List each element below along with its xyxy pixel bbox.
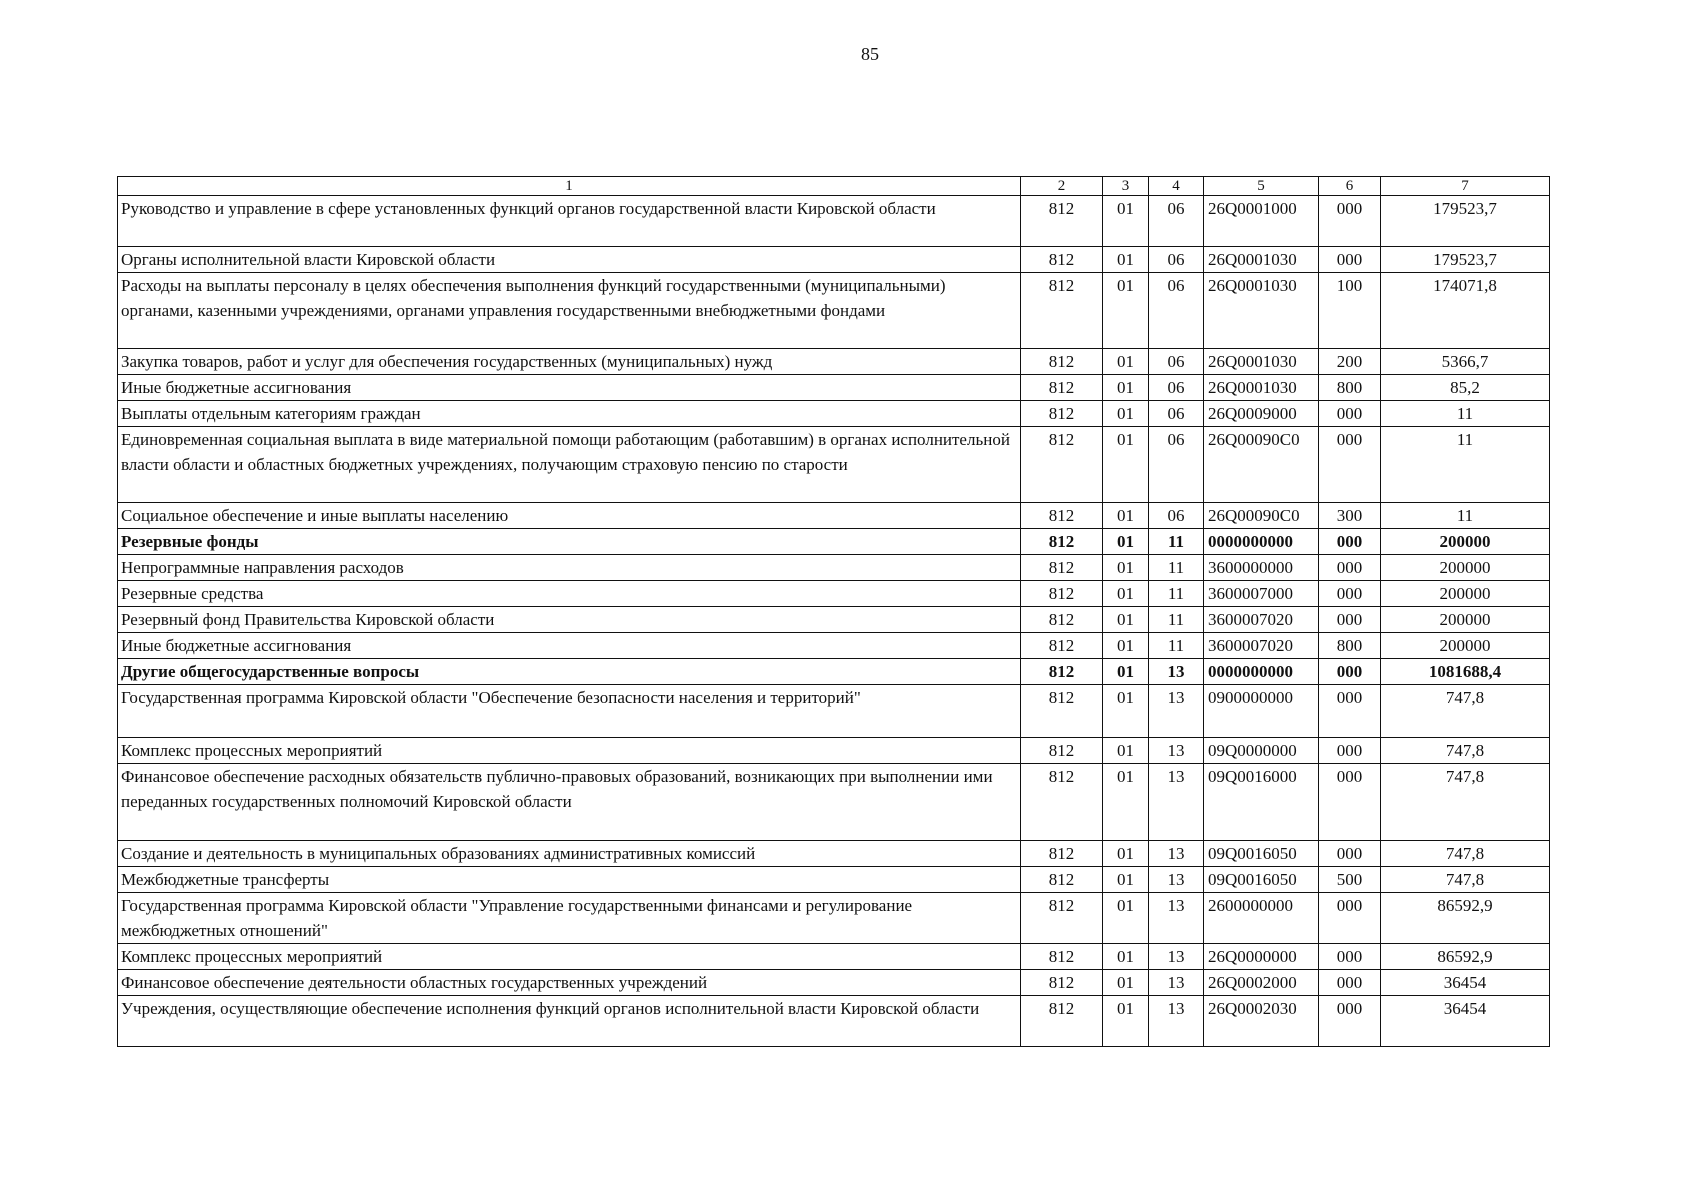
row-admin-code-cell: 812 (1021, 764, 1103, 841)
row-admin-code-cell: 812 (1021, 196, 1103, 247)
row-section-cell: 01 (1103, 503, 1149, 529)
row-subsection-cell: 13 (1149, 685, 1204, 738)
table-header-row (118, 177, 1550, 196)
row-subsection-cell: 06 (1149, 273, 1204, 349)
row-target-code-cell: 26Q00090C0 (1204, 427, 1319, 503)
row-expense-type-cell: 300 (1319, 503, 1381, 529)
row-name-cell: Резервные фонды (118, 529, 1021, 555)
row-section-cell: 01 (1103, 659, 1149, 685)
row-section-cell: 01 (1103, 349, 1149, 375)
row-target-code-cell: 2600000000 (1204, 893, 1319, 944)
row-amount-cell: 179523,7 (1381, 196, 1550, 247)
table-row (118, 970, 1550, 996)
row-amount-cell: 179523,7 (1381, 247, 1550, 273)
row-admin-code-cell: 812 (1021, 685, 1103, 738)
row-subsection-cell: 13 (1149, 996, 1204, 1047)
row-subsection-cell: 13 (1149, 867, 1204, 893)
row-expense-type-cell: 800 (1319, 375, 1381, 401)
row-section-cell: 01 (1103, 555, 1149, 581)
row-expense-type-cell: 000 (1319, 893, 1381, 944)
row-expense-type-cell: 000 (1319, 555, 1381, 581)
row-amount-cell: 747,8 (1381, 867, 1550, 893)
row-subsection-cell: 13 (1149, 841, 1204, 867)
row-expense-type-cell: 000 (1319, 529, 1381, 555)
row-amount-cell: 200000 (1381, 581, 1550, 607)
row-target-code-cell: 0000000000 (1204, 529, 1319, 555)
row-expense-type-cell: 000 (1319, 659, 1381, 685)
row-admin-code-cell: 812 (1021, 375, 1103, 401)
row-section-cell: 01 (1103, 247, 1149, 273)
row-admin-code-cell: 812 (1021, 581, 1103, 607)
row-amount-cell: 36454 (1381, 996, 1550, 1047)
table-row (118, 841, 1550, 867)
row-section-cell: 01 (1103, 196, 1149, 247)
row-subsection-cell: 11 (1149, 633, 1204, 659)
table-row (118, 996, 1550, 1047)
row-section-cell: 01 (1103, 893, 1149, 944)
row-target-code-cell: 26Q0009000 (1204, 401, 1319, 427)
row-subsection-cell: 06 (1149, 196, 1204, 247)
table-row (118, 529, 1550, 555)
row-amount-cell: 11 (1381, 401, 1550, 427)
row-target-code-cell: 0000000000 (1204, 659, 1319, 685)
row-expense-type-cell: 000 (1319, 401, 1381, 427)
row-name-cell: Другие общегосударственные вопросы (118, 659, 1021, 685)
row-amount-cell: 200000 (1381, 607, 1550, 633)
row-subsection-cell: 06 (1149, 427, 1204, 503)
row-amount-cell: 200000 (1381, 529, 1550, 555)
row-admin-code-cell: 812 (1021, 349, 1103, 375)
row-name-cell: Непрограммные направления расходов (118, 555, 1021, 581)
row-amount-cell: 11 (1381, 427, 1550, 503)
row-subsection-cell: 11 (1149, 529, 1204, 555)
row-subsection-cell: 13 (1149, 970, 1204, 996)
row-subsection-cell: 11 (1149, 581, 1204, 607)
table-row (118, 401, 1550, 427)
row-name-cell: Государственная программа Кировской области "Управление государственными финансами и регулирование межбюджетных отношений" (118, 893, 1021, 944)
row-admin-code-cell: 812 (1021, 607, 1103, 633)
row-name-cell: Органы исполнительной власти Кировской области (118, 247, 1021, 273)
row-subsection-cell: 06 (1149, 375, 1204, 401)
row-expense-type-cell: 500 (1319, 867, 1381, 893)
row-admin-code-cell: 812 (1021, 867, 1103, 893)
table-row (118, 738, 1550, 764)
row-expense-type-cell: 000 (1319, 841, 1381, 867)
row-expense-type-cell: 000 (1319, 247, 1381, 273)
budget-table-container (117, 176, 1550, 1047)
table-body (118, 196, 1550, 1047)
row-expense-type-cell: 800 (1319, 633, 1381, 659)
row-section-cell: 01 (1103, 273, 1149, 349)
row-admin-code-cell: 812 (1021, 633, 1103, 659)
row-subsection-cell: 11 (1149, 555, 1204, 581)
row-section-cell: 01 (1103, 996, 1149, 1047)
table-row (118, 607, 1550, 633)
row-target-code-cell: 26Q0001030 (1204, 247, 1319, 273)
header-col-7: 7 (1381, 177, 1550, 196)
row-section-cell: 01 (1103, 529, 1149, 555)
row-section-cell: 01 (1103, 375, 1149, 401)
row-name-cell: Закупка товаров, работ и услуг для обеспечения государственных (муниципальных) нужд (118, 349, 1021, 375)
table-row (118, 427, 1550, 503)
row-target-code-cell: 26Q0001030 (1204, 273, 1319, 349)
row-amount-cell: 747,8 (1381, 685, 1550, 738)
row-expense-type-cell: 000 (1319, 738, 1381, 764)
row-target-code-cell: 09Q0000000 (1204, 738, 1319, 764)
header-col-2: 2 (1021, 177, 1103, 196)
table-row (118, 247, 1550, 273)
row-amount-cell: 11 (1381, 503, 1550, 529)
row-admin-code-cell: 812 (1021, 970, 1103, 996)
row-amount-cell: 200000 (1381, 633, 1550, 659)
table-row (118, 555, 1550, 581)
row-target-code-cell: 09Q0016050 (1204, 841, 1319, 867)
row-admin-code-cell: 812 (1021, 738, 1103, 764)
row-amount-cell: 85,2 (1381, 375, 1550, 401)
row-expense-type-cell: 000 (1319, 607, 1381, 633)
row-expense-type-cell: 200 (1319, 349, 1381, 375)
row-section-cell: 01 (1103, 581, 1149, 607)
table-row (118, 685, 1550, 738)
row-expense-type-cell: 000 (1319, 996, 1381, 1047)
row-admin-code-cell: 812 (1021, 659, 1103, 685)
row-admin-code-cell: 812 (1021, 427, 1103, 503)
row-admin-code-cell: 812 (1021, 555, 1103, 581)
row-admin-code-cell: 812 (1021, 893, 1103, 944)
row-expense-type-cell: 000 (1319, 944, 1381, 970)
row-section-cell: 01 (1103, 970, 1149, 996)
row-subsection-cell: 06 (1149, 247, 1204, 273)
row-subsection-cell: 13 (1149, 659, 1204, 685)
row-amount-cell: 200000 (1381, 555, 1550, 581)
row-name-cell: Иные бюджетные ассигнования (118, 375, 1021, 401)
row-subsection-cell: 13 (1149, 893, 1204, 944)
table-row (118, 196, 1550, 247)
row-name-cell: Межбюджетные трансферты (118, 867, 1021, 893)
table-row (118, 893, 1550, 944)
row-expense-type-cell: 000 (1319, 970, 1381, 996)
row-section-cell: 01 (1103, 841, 1149, 867)
row-target-code-cell: 3600007020 (1204, 633, 1319, 659)
row-expense-type-cell: 000 (1319, 764, 1381, 841)
table-row (118, 659, 1550, 685)
table-row (118, 944, 1550, 970)
row-amount-cell: 747,8 (1381, 841, 1550, 867)
row-admin-code-cell: 812 (1021, 273, 1103, 349)
row-amount-cell: 747,8 (1381, 764, 1550, 841)
row-target-code-cell: 3600007000 (1204, 581, 1319, 607)
row-name-cell: Иные бюджетные ассигнования (118, 633, 1021, 659)
row-admin-code-cell: 812 (1021, 996, 1103, 1047)
row-target-code-cell: 26Q0002030 (1204, 996, 1319, 1047)
row-target-code-cell: 26Q0000000 (1204, 944, 1319, 970)
row-admin-code-cell: 812 (1021, 841, 1103, 867)
row-section-cell: 01 (1103, 607, 1149, 633)
row-target-code-cell: 09Q0016050 (1204, 867, 1319, 893)
row-target-code-cell: 26Q00090C0 (1204, 503, 1319, 529)
row-admin-code-cell: 812 (1021, 503, 1103, 529)
row-name-cell: Единовременная социальная выплата в виде материальной помощи работающим (работавшим) в органах исполнительной власти области и областных бюджетных учреждениях, получающим страховую пенсию по старости (118, 427, 1021, 503)
row-amount-cell: 174071,8 (1381, 273, 1550, 349)
header-col-3: 3 (1103, 177, 1149, 196)
row-name-cell: Выплаты отдельным категориям граждан (118, 401, 1021, 427)
row-admin-code-cell: 812 (1021, 944, 1103, 970)
row-admin-code-cell: 812 (1021, 529, 1103, 555)
budget-table (117, 176, 1550, 1047)
row-expense-type-cell: 000 (1319, 685, 1381, 738)
row-name-cell: Резервные средства (118, 581, 1021, 607)
row-subsection-cell: 06 (1149, 349, 1204, 375)
table-row (118, 764, 1550, 841)
row-section-cell: 01 (1103, 764, 1149, 841)
row-admin-code-cell: 812 (1021, 401, 1103, 427)
row-expense-type-cell: 000 (1319, 581, 1381, 607)
row-subsection-cell: 11 (1149, 607, 1204, 633)
row-name-cell: Финансовое обеспечение деятельности областных государственных учреждений (118, 970, 1021, 996)
row-target-code-cell: 3600000000 (1204, 555, 1319, 581)
table-row (118, 375, 1550, 401)
row-section-cell: 01 (1103, 867, 1149, 893)
row-subsection-cell: 13 (1149, 738, 1204, 764)
row-name-cell: Финансовое обеспечение расходных обязательств публично-правовых образований, возникающих при выполнении ими переданных государственных полномочий Кировской области (118, 764, 1021, 841)
row-target-code-cell: 26Q0001030 (1204, 349, 1319, 375)
row-expense-type-cell: 000 (1319, 196, 1381, 247)
row-amount-cell: 86592,9 (1381, 944, 1550, 970)
row-target-code-cell: 26Q0001030 (1204, 375, 1319, 401)
row-name-cell: Учреждения, осуществляющие обеспечение исполнения функций органов исполнительной власти Кировской области (118, 996, 1021, 1047)
row-target-code-cell: 3600007020 (1204, 607, 1319, 633)
row-expense-type-cell: 000 (1319, 427, 1381, 503)
row-name-cell: Руководство и управление в сфере установленных функций органов государственной власти Кировской области (118, 196, 1021, 247)
row-section-cell: 01 (1103, 944, 1149, 970)
page-number: 85 (861, 44, 879, 64)
row-name-cell: Социальное обеспечение и иные выплаты населению (118, 503, 1021, 529)
row-subsection-cell: 06 (1149, 503, 1204, 529)
row-target-code-cell: 26Q0001000 (1204, 196, 1319, 247)
row-name-cell: Создание и деятельность в муниципальных образованиях административных комиссий (118, 841, 1021, 867)
header-col-4: 4 (1149, 177, 1204, 196)
row-name-cell: Государственная программа Кировской области "Обеспечение безопасности населения и территорий" (118, 685, 1021, 738)
row-amount-cell: 36454 (1381, 970, 1550, 996)
table-row (118, 349, 1550, 375)
row-section-cell: 01 (1103, 685, 1149, 738)
row-section-cell: 01 (1103, 633, 1149, 659)
header-col-5: 5 (1204, 177, 1319, 196)
header-col-1: 1 (118, 177, 1021, 196)
table-row (118, 273, 1550, 349)
table-row (118, 867, 1550, 893)
row-target-code-cell: 0900000000 (1204, 685, 1319, 738)
row-section-cell: 01 (1103, 738, 1149, 764)
row-target-code-cell: 26Q0002000 (1204, 970, 1319, 996)
row-subsection-cell: 06 (1149, 401, 1204, 427)
row-name-cell: Комплекс процессных мероприятий (118, 738, 1021, 764)
row-section-cell: 01 (1103, 427, 1149, 503)
table-row (118, 581, 1550, 607)
row-name-cell: Расходы на выплаты персоналу в целях обеспечения выполнения функций государственными (муниципальными) органами, казенными учреждениями, органами управления государственными внебюджетными фондами (118, 273, 1021, 349)
row-name-cell: Комплекс процессных мероприятий (118, 944, 1021, 970)
row-admin-code-cell: 812 (1021, 247, 1103, 273)
row-section-cell: 01 (1103, 401, 1149, 427)
table-row (118, 633, 1550, 659)
row-amount-cell: 747,8 (1381, 738, 1550, 764)
header-col-6: 6 (1319, 177, 1381, 196)
row-subsection-cell: 13 (1149, 764, 1204, 841)
table-row (118, 503, 1550, 529)
row-amount-cell: 5366,7 (1381, 349, 1550, 375)
row-amount-cell: 1081688,4 (1381, 659, 1550, 685)
row-name-cell: Резервный фонд Правительства Кировской области (118, 607, 1021, 633)
row-expense-type-cell: 100 (1319, 273, 1381, 349)
row-subsection-cell: 13 (1149, 944, 1204, 970)
row-amount-cell: 86592,9 (1381, 893, 1550, 944)
row-target-code-cell: 09Q0016000 (1204, 764, 1319, 841)
